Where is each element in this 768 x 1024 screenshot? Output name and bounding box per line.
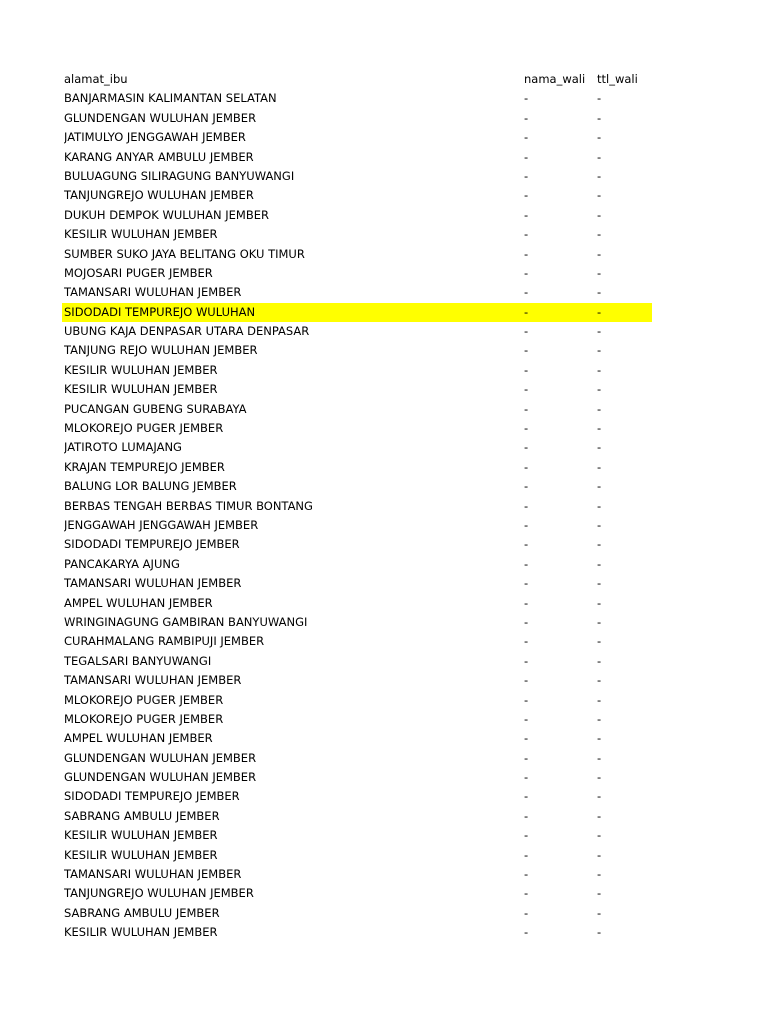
nama-wali-cell: - (524, 498, 529, 513)
alamat-ibu-cell: KESILIR WULUHAN JEMBER (64, 382, 218, 397)
column-header-nama-wali: nama_wali (524, 72, 586, 86)
ttl-wali-cell: - (597, 149, 602, 164)
alamat-ibu-cell: KRAJAN TEMPUREJO JEMBER (64, 459, 225, 474)
ttl-wali-cell: - (597, 130, 602, 145)
ttl-wali-cell: - (597, 556, 602, 571)
nama-wali-cell: - (524, 808, 529, 823)
alamat-ibu-cell: TANJUNGREJO WULUHAN JEMBER (64, 188, 254, 203)
table-row (62, 477, 652, 496)
ttl-wali-cell: - (597, 847, 602, 862)
alamat-ibu-cell: KESILIR WULUHAN JEMBER (64, 227, 218, 242)
table-row (62, 749, 652, 768)
ttl-wali-cell: - (597, 324, 602, 339)
alamat-ibu-cell: SABRANG AMBULU JEMBER (64, 905, 220, 920)
table-row (62, 555, 652, 574)
table-row (62, 594, 652, 613)
nama-wali-cell: - (524, 459, 529, 474)
nama-wali-cell: - (524, 828, 529, 843)
table-row (62, 807, 652, 826)
nama-wali-cell: - (524, 440, 529, 455)
nama-wali-cell: - (524, 925, 529, 940)
nama-wali-cell: - (524, 886, 529, 901)
ttl-wali-cell: - (597, 382, 602, 397)
ttl-wali-cell: - (597, 459, 602, 474)
table-row (62, 632, 652, 651)
ttl-wali-cell: - (597, 595, 602, 610)
table-row (62, 89, 652, 108)
alamat-ibu-cell: PUCANGAN GUBENG SURABAYA (64, 401, 247, 416)
table-row (62, 303, 652, 322)
alamat-ibu-cell: JATIROTO LUMAJANG (64, 440, 182, 455)
table-row (62, 264, 652, 283)
table-row (62, 361, 652, 380)
ttl-wali-cell: - (597, 110, 602, 125)
table-row (62, 826, 652, 845)
alamat-ibu-cell: PANCAKARYA AJUNG (64, 556, 180, 571)
ttl-wali-cell: - (597, 653, 602, 668)
ttl-wali-cell: - (597, 828, 602, 843)
ttl-wali-cell: - (597, 479, 602, 494)
alamat-ibu-cell: BULUAGUNG SILIRAGUNG BANYUWANGI (64, 168, 295, 183)
table-row (62, 613, 652, 632)
ttl-wali-cell: - (597, 343, 602, 358)
table-row (62, 884, 652, 903)
nama-wali-cell: - (524, 770, 529, 785)
nama-wali-cell: - (524, 91, 529, 106)
ttl-wali-cell: - (597, 750, 602, 765)
ttl-wali-cell: - (597, 673, 602, 688)
table-row (62, 206, 652, 225)
ttl-wali-cell: - (597, 808, 602, 823)
nama-wali-cell: - (524, 634, 529, 649)
alamat-ibu-cell: TAMANSARI WULUHAN JEMBER (64, 673, 242, 688)
alamat-ibu-cell: JENGGAWAH JENGGAWAH JEMBER (64, 517, 259, 532)
alamat-ibu-cell: GLUNDENGAN WULUHAN JEMBER (64, 750, 257, 765)
alamat-ibu-cell: AMPEL WULUHAN JEMBER (64, 595, 213, 610)
ttl-wali-cell: - (597, 886, 602, 901)
alamat-ibu-cell: SABRANG AMBULU JEMBER (64, 808, 220, 823)
nama-wali-cell: - (524, 130, 529, 145)
alamat-ibu-cell: WRINGINAGUNG GAMBIRAN BANYUWANGI (64, 614, 308, 629)
alamat-ibu-cell: TANJUNG REJO WULUHAN JEMBER (64, 343, 258, 358)
alamat-ibu-cell: BERBAS TENGAH BERBAS TIMUR BONTANG (64, 498, 313, 513)
ttl-wali-cell: - (597, 537, 602, 552)
nama-wali-cell: - (524, 537, 529, 552)
table-row (62, 710, 652, 729)
nama-wali-cell: - (524, 867, 529, 882)
ttl-wali-cell: - (597, 925, 602, 940)
nama-wali-cell: - (524, 149, 529, 164)
alamat-ibu-cell: TAMANSARI WULUHAN JEMBER (64, 285, 242, 300)
table-row (62, 516, 652, 535)
nama-wali-cell: - (524, 227, 529, 242)
header-row (62, 70, 652, 89)
nama-wali-cell: - (524, 556, 529, 571)
ttl-wali-cell: - (597, 634, 602, 649)
nama-wali-cell: - (524, 265, 529, 280)
alamat-ibu-cell: KESILIR WULUHAN JEMBER (64, 828, 218, 843)
ttl-wali-cell: - (597, 867, 602, 882)
table-row (62, 283, 652, 302)
nama-wali-cell: - (524, 382, 529, 397)
ttl-wali-cell: - (597, 770, 602, 785)
nama-wali-cell: - (524, 246, 529, 261)
alamat-ibu-cell: MLOKOREJO PUGER JEMBER (64, 421, 224, 436)
table-row (62, 904, 652, 923)
ttl-wali-cell: - (597, 576, 602, 591)
alamat-ibu-cell: JATIMULYO JENGGAWAH JEMBER (64, 130, 246, 145)
alamat-ibu-cell: MOJOSARI PUGER JEMBER (64, 265, 213, 280)
nama-wali-cell: - (524, 847, 529, 862)
nama-wali-cell: - (524, 595, 529, 610)
nama-wali-cell: - (524, 653, 529, 668)
alamat-ibu-cell: DUKUH DEMPOK WULUHAN JEMBER (64, 207, 269, 222)
table-row (62, 225, 652, 244)
ttl-wali-cell: - (597, 421, 602, 436)
alamat-ibu-cell: SUMBER SUKO JAYA BELITANG OKU TIMUR (64, 246, 305, 261)
nama-wali-cell: - (524, 517, 529, 532)
alamat-ibu-cell: BANJARMASIN KALIMANTAN SELATAN (64, 91, 277, 106)
ttl-wali-cell: - (597, 246, 602, 261)
table-row (62, 128, 652, 147)
table-row (62, 535, 652, 554)
table-row (62, 341, 652, 360)
nama-wali-cell: - (524, 479, 529, 494)
table-row (62, 438, 652, 457)
ttl-wali-cell: - (597, 440, 602, 455)
alamat-ibu-cell: TEGALSARI BANYUWANGI (64, 653, 212, 668)
ttl-wali-cell: - (597, 614, 602, 629)
alamat-ibu-cell: TANJUNGREJO WULUHAN JEMBER (64, 886, 254, 901)
ttl-wali-cell: - (597, 285, 602, 300)
alamat-ibu-cell: GLUNDENGAN WULUHAN JEMBER (64, 110, 257, 125)
ttl-wali-cell: - (597, 711, 602, 726)
alamat-ibu-cell: SIDODADI TEMPUREJO JEMBER (64, 537, 240, 552)
ttl-wali-cell: - (597, 91, 602, 106)
nama-wali-cell: - (524, 711, 529, 726)
alamat-ibu-cell: MLOKOREJO PUGER JEMBER (64, 711, 224, 726)
nama-wali-cell: - (524, 304, 529, 319)
table-row (62, 865, 652, 884)
ttl-wali-cell: - (597, 401, 602, 416)
ttl-wali-cell: - (597, 498, 602, 513)
alamat-ibu-cell: MLOKOREJO PUGER JEMBER (64, 692, 224, 707)
table-row (62, 574, 652, 593)
ttl-wali-cell: - (597, 304, 602, 319)
nama-wali-cell: - (524, 168, 529, 183)
nama-wali-cell: - (524, 188, 529, 203)
table-row (62, 109, 652, 128)
column-header-ttl-wali: ttl_wali (597, 72, 638, 86)
ttl-wali-cell: - (597, 517, 602, 532)
nama-wali-cell: - (524, 285, 529, 300)
alamat-ibu-cell: TAMANSARI WULUHAN JEMBER (64, 576, 242, 591)
ttl-wali-cell: - (597, 188, 602, 203)
table-body (62, 89, 652, 942)
ttl-wali-cell: - (597, 789, 602, 804)
table-row (62, 671, 652, 690)
nama-wali-cell: - (524, 110, 529, 125)
alamat-ibu-cell: SIDODADI TEMPUREJO JEMBER (64, 789, 240, 804)
column-header-alamat-ibu: alamat_ibu (64, 72, 128, 86)
table-row (62, 923, 652, 942)
nama-wali-cell: - (524, 324, 529, 339)
nama-wali-cell: - (524, 343, 529, 358)
table-row (62, 419, 652, 438)
alamat-ibu-cell: UBUNG KAJA DENPASAR UTARA DENPASAR (64, 324, 310, 339)
table-row (62, 400, 652, 419)
table-row (62, 787, 652, 806)
data-sheet (62, 70, 652, 943)
table-row (62, 729, 652, 748)
nama-wali-cell: - (524, 750, 529, 765)
ttl-wali-cell: - (597, 731, 602, 746)
nama-wali-cell: - (524, 614, 529, 629)
ttl-wali-cell: - (597, 692, 602, 707)
table-row (62, 458, 652, 477)
table-row (62, 186, 652, 205)
alamat-ibu-cell: SIDODADI TEMPUREJO WULUHAN (64, 304, 256, 319)
ttl-wali-cell: - (597, 227, 602, 242)
ttl-wali-cell: - (597, 207, 602, 222)
table-row (62, 497, 652, 516)
table-row (62, 148, 652, 167)
alamat-ibu-cell: KESILIR WULUHAN JEMBER (64, 925, 218, 940)
ttl-wali-cell: - (597, 362, 602, 377)
alamat-ibu-cell: BALUNG LOR BALUNG JEMBER (64, 479, 237, 494)
nama-wali-cell: - (524, 731, 529, 746)
nama-wali-cell: - (524, 905, 529, 920)
table-row (62, 652, 652, 671)
alamat-ibu-cell: KESILIR WULUHAN JEMBER (64, 362, 218, 377)
table-row (62, 245, 652, 264)
table-row (62, 691, 652, 710)
nama-wali-cell: - (524, 421, 529, 436)
table-row (62, 768, 652, 787)
alamat-ibu-cell: KESILIR WULUHAN JEMBER (64, 847, 218, 862)
nama-wali-cell: - (524, 207, 529, 222)
table-row (62, 167, 652, 186)
nama-wali-cell: - (524, 673, 529, 688)
nama-wali-cell: - (524, 362, 529, 377)
nama-wali-cell: - (524, 789, 529, 804)
nama-wali-cell: - (524, 576, 529, 591)
nama-wali-cell: - (524, 692, 529, 707)
alamat-ibu-cell: GLUNDENGAN WULUHAN JEMBER (64, 770, 257, 785)
table-row (62, 380, 652, 399)
ttl-wali-cell: - (597, 168, 602, 183)
ttl-wali-cell: - (597, 265, 602, 280)
ttl-wali-cell: - (597, 905, 602, 920)
table-row (62, 322, 652, 341)
alamat-ibu-cell: TAMANSARI WULUHAN JEMBER (64, 867, 242, 882)
table-row (62, 846, 652, 865)
alamat-ibu-cell: KARANG ANYAR AMBULU JEMBER (64, 149, 254, 164)
nama-wali-cell: - (524, 401, 529, 416)
alamat-ibu-cell: AMPEL WULUHAN JEMBER (64, 731, 213, 746)
alamat-ibu-cell: CURAHMALANG RAMBIPUJI JEMBER (64, 634, 265, 649)
